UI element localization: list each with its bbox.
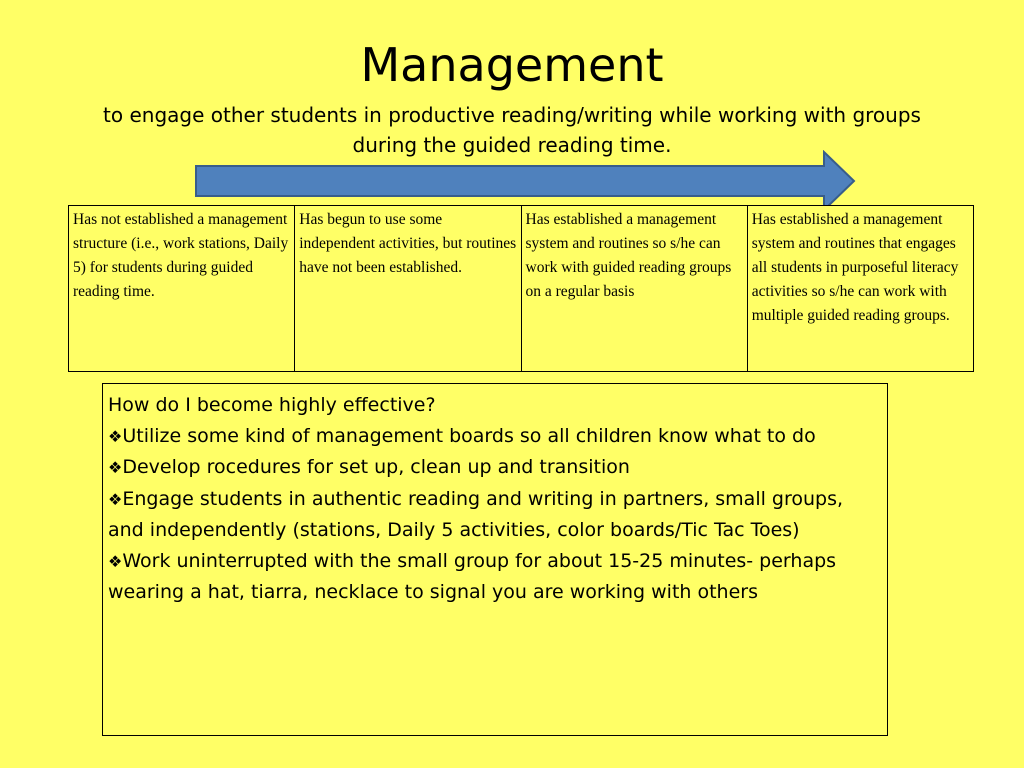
diamond-bullet-icon: ❖ [108,426,123,446]
tip-text: Utilize some kind of management boards so all children know what to do [122,424,816,447]
rubric-cell-level-3: Has established a management system and routines so s/he can work with guided reading groups on a regular basis [521,206,747,372]
diamond-bullet-icon: ❖ [108,551,123,571]
tip-item [108,484,882,546]
rubric-cell-level-4: Has established a management system and routines that engages all students in purposeful literacy activities so s/he can work with multiple guided reading groups. [747,206,973,372]
rubric-cell-level-2: Has begun to use some independent activities, but routines have not been established. [295,206,521,372]
slide-subtitle: to engage other students in productive reading/writing while working with groups during the guided reading time. [103,103,921,157]
rubric-table [68,205,974,372]
progress-arrow-icon [194,150,858,212]
tips-box [102,383,888,736]
tip-item [108,421,882,453]
tip-item [108,452,882,484]
diamond-bullet-icon: ❖ [108,489,123,509]
tip-item [108,546,882,608]
tip-text: Develop rocedures for set up, clean up and transition [122,456,630,478]
tip-text: Engage students in authentic reading and writing in partners, small groups, and independently (stations, Daily 5 activities, color boards/Tic Tac Toes) [108,487,844,541]
rubric-cell-level-1: Has not established a management structure (i.e., work stations, Daily 5) for students during guided reading time. [69,206,295,372]
tip-text: Work uninterrupted with the small group for about 15-25 minutes- perhaps wearing a hat, tiarra, necklace to signal you are working with others [108,549,837,603]
diamond-bullet-icon: ❖ [108,458,123,477]
slide-title: Management [360,38,664,92]
tips-heading: How do I become highly effective? [108,394,436,416]
rubric-row [69,206,974,372]
